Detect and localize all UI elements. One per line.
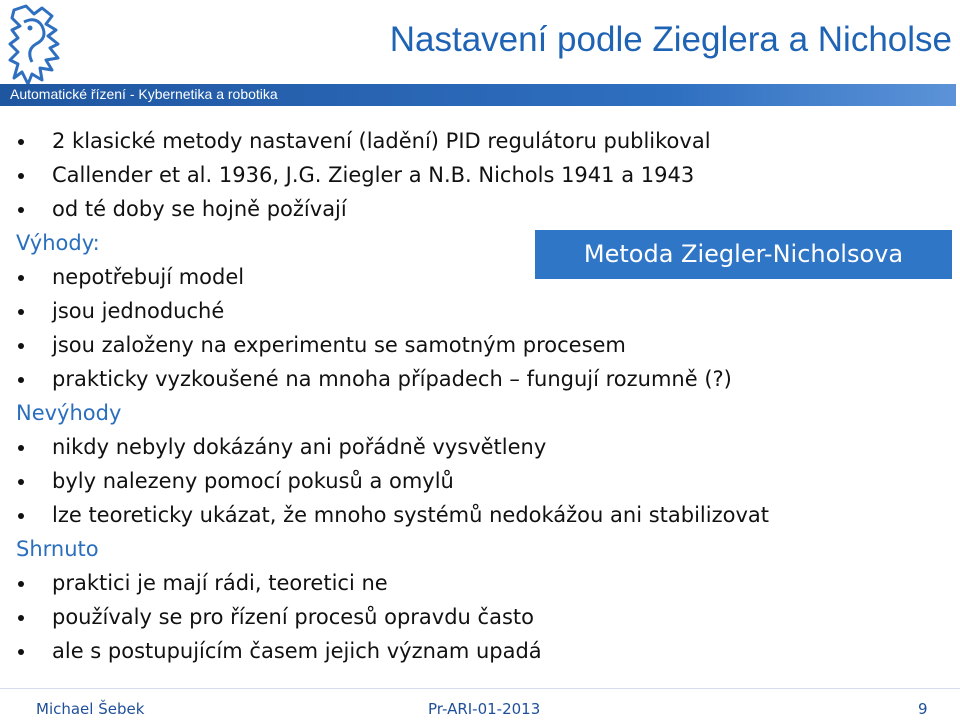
bullet-dot-icon — [18, 207, 24, 213]
bullet-item — [16, 158, 946, 192]
bullet-text: jsou založeny na experimentu se samotným procesem — [52, 333, 626, 357]
bullet-dot-icon — [18, 581, 24, 587]
bullet-item — [16, 464, 946, 498]
bullet-text: od té doby se hojně požívají — [52, 197, 347, 221]
bullet-item — [16, 498, 946, 532]
section-heading: Shrnuto — [16, 537, 99, 561]
bullet-dot-icon — [18, 139, 24, 145]
bullet-text: prakticky vyzkoušené na mnoha případech – fungují rozumně (?) — [52, 367, 732, 391]
bullet-dot-icon — [18, 309, 24, 315]
slide-content — [16, 124, 946, 668]
bullet-dot-icon — [18, 275, 24, 281]
bullet-dot-icon — [18, 513, 24, 519]
bullet-text: Callender et al. 1936, J.G. Ziegler a N.B. Nichols 1941 a 1943 — [52, 163, 695, 187]
bullet-text: 2 klasické metody nastavení (ladění) PID regulátoru publikoval — [52, 129, 711, 153]
bullet-item — [16, 430, 946, 464]
bullet-item — [16, 124, 946, 158]
method-badge: Metoda Ziegler-Nicholsova — [535, 230, 952, 279]
bullet-item — [16, 634, 946, 668]
bullet-text: používaly se pro řízení procesů opravdu často — [52, 605, 534, 629]
bullet-dot-icon — [18, 615, 24, 621]
section-heading: Výhody: — [16, 231, 100, 255]
footer-author: Michael Šebek — [36, 700, 145, 718]
bullet-item — [16, 362, 946, 396]
bullet-text: ale s postupujícím časem jejich význam upadá — [52, 639, 542, 663]
bullet-dot-icon — [18, 343, 24, 349]
bullet-item — [16, 192, 946, 226]
bullet-item — [16, 328, 946, 362]
bullet-text: byly nalezeny pomocí pokusů a omylů — [52, 469, 454, 493]
bullet-text: praktici je mají rádi, teoretici ne — [52, 571, 388, 595]
footer-code: Pr-ARI-01-2013 — [428, 700, 541, 718]
ctu-lion-logo-icon — [6, 4, 68, 86]
bullet-item — [16, 600, 946, 634]
bullet-text: jsou jednoduché — [52, 299, 225, 323]
bullet-item — [16, 566, 946, 600]
bullet-dot-icon — [18, 445, 24, 451]
footer-divider — [0, 688, 960, 689]
bullet-dot-icon — [18, 377, 24, 383]
footer-page-number: 9 — [918, 700, 928, 718]
bullet-dot-icon — [18, 649, 24, 655]
bullet-dot-icon — [18, 173, 24, 179]
section-heading: Nevýhody — [16, 401, 122, 425]
bullet-text: lze teoreticky ukázat, že mnoho systémů nedokážou ani stabilizovat — [52, 503, 769, 527]
page-title: Nastavení podle Zieglera a Nicholse — [389, 20, 952, 59]
bullet-text: nikdy nebyly dokázány ani pořádně vysvětleny — [52, 435, 547, 459]
course-banner — [0, 84, 956, 106]
bullet-dot-icon — [18, 479, 24, 485]
course-banner-text: Automatické řízení - Kybernetika a robotika — [10, 86, 278, 102]
bullet-item — [16, 294, 946, 328]
bullet-text: nepotřebují model — [52, 265, 245, 289]
